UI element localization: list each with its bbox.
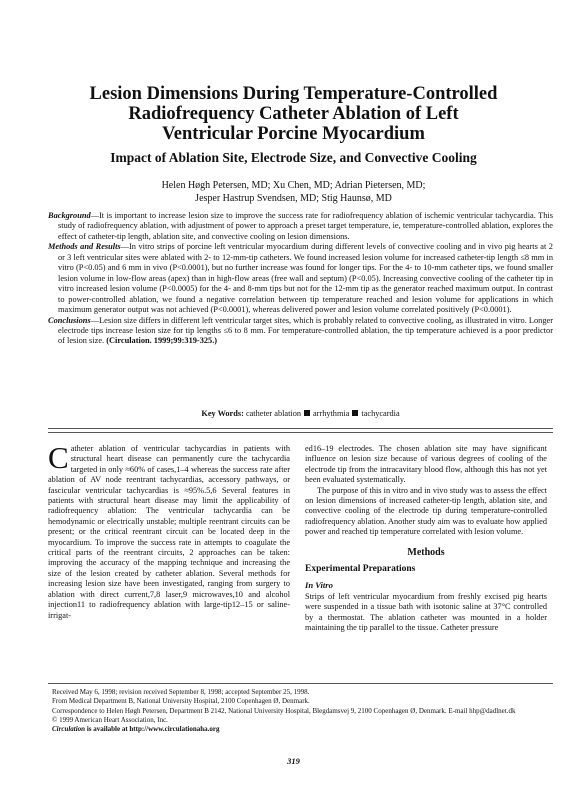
author-list (40, 180, 547, 205)
drop-cap: C (48, 440, 69, 475)
keyword: tachycardia (361, 409, 400, 418)
paragraph-text: atheter ablation of ventricular tachycardias in patients with structural heart disease can permanently cure the tachycardia targeted in only ≈60% of cases,1–4 whereas the success rate after ablation of AV node reentrant tachycardias, accessory pathways, or fascicular ventricular tachycardias is ≈95%.5,6 Several features in patients with structural heart disease may limit the applicability of radiofrequency ablation: The ventricular tachycardia can be hemodynamic or electrically unstable; multiple reentrant circuits can be present; or the critical reentrant circuit can be located deep in the myocardium. To improve the success rate in attempts to coagulate the critical parts of the reentrant circuits, 2 approaches can be taken: improving the accuracy of the mapping technique and increasing the size of the lesion created by catheter ablation. Several methods for increasing lesion size have been investigated, ranging from surgery to ablation with direct current,7,8 laser,9 microwaves,10 and alcohol injection11 to radiofrequency ablation with large-tip12–15 or saline-irrigat- (48, 444, 290, 620)
abstract (48, 211, 553, 347)
footnote-received: Received May 6, 1998; revision received September 8, 1998; accepted September 25, 1998. (52, 688, 310, 696)
square-bullet-icon (304, 410, 310, 416)
section-text: —In vitro strips of porcine left ventricular myocardium during different levels of convective cooling and in vivo pig hearts at 2 or 3 left ventricular sites were ablated with 2- to 12-mm-tip catheters. We found increased lesion volume for increased catheter-tip length ≤8 mm in vitro (P<0.05) and 6 mm in vivo (P<0.0001), but no further increase was found for longer tips. For the 4- to 10-mm catheter tips, we found smaller lesion volume in low-flow areas (apex) than in high-flow areas (free wall and septum) (P<0.05). Increasing convective cooling of the catheter tip in vitro increased lesion volume (P<0.0005) for the 4- and 8-mm tips but not for the 12-mm tip as the generator reached maximum output. In contrast to power-controlled ablation, we found a negative correlation between tip temperature reached and lesion volume for applications in which maximum generator output was not achieved (P<0.0001), whereas delivered power and lesion volume correlated positively (P<0.0001). (58, 242, 553, 315)
abstract-methods-results (48, 242, 553, 315)
article-title (40, 84, 547, 144)
paragraph: Strips of left ventricular myocardium from freshly excised pig hearts were suspended in a tissue bath with isotonic saline at 37°C controlled by a thermostat. The ablation catheter was mounted in a holder maintaining the tip parallel to the tissue. Catheter pressure (305, 591, 547, 633)
body-column-right (305, 444, 547, 634)
footnote-affiliation: From Medical Department B, National University Hospital, 2100 Copenhagen Ø, Denmark. (52, 697, 310, 706)
author-line: Jesper Hastrup Svendsen, MD; Stig Haunsø, MD (195, 192, 392, 204)
abstract-background (48, 211, 553, 242)
footnote-copyright: © 1999 American Heart Association, Inc. (52, 715, 168, 724)
section-label: Background (48, 211, 91, 220)
journal-name: Circulation (52, 725, 86, 734)
square-bullet-icon (352, 410, 358, 416)
divider (48, 428, 553, 429)
footnote-divider (48, 683, 553, 684)
footnote-journal (52, 725, 552, 734)
section-label: Methods and Results (48, 242, 121, 252)
journal-url-text: is available at http://www.circulationaha.org (85, 725, 220, 734)
abstract-conclusions (48, 316, 553, 347)
divider (48, 432, 553, 433)
title-line: Radiofrequency Catheter Ablation of Left (128, 104, 459, 124)
footnotes (52, 688, 552, 734)
keyword: arrhythmia (313, 409, 350, 418)
section-label: Conclusions (48, 315, 91, 325)
subsection-heading: Experimental Preparations (305, 564, 416, 575)
section-text: —It is important to increase lesion size to improve the success rate for radiofrequency ablation of ischemic ventricular tachycardia. This study of radiofrequency ablation, with adjustment of power to approach a preset target temperature, ie, temperature-controlled ablation, explores the effect of catheter-tip length, ablation site, and convective cooling on lesion dimensions. (58, 211, 553, 241)
title-line: Lesion Dimensions During Temperature-Controlled (89, 84, 498, 104)
title-line: Ventricular Porcine Myocardium (162, 124, 425, 144)
paragraph: ed16–19 electrodes. The chosen ablation site may have significant influence on lesion size because of various degrees of cooling of the electrode tip from the intracavitary blood flow, although this has not yet been evaluated systematically. (305, 444, 547, 485)
article-subtitle: Impact of Ablation Site, Electrode Size, and Convective Cooling (110, 150, 477, 165)
paragraph: The purpose of this in vitro and in vivo study was to assess the effect on lesion dimensions of increased catheter-tip length, ablation site, and convective cooling of the electrode tip during temperature-controlled radiofrequency ablation. Another study aim was to evaluate how applied power and reached tip temperature correlated with lesion volume. (305, 485, 547, 537)
keyword: catheter ablation (245, 409, 301, 418)
author-line: Helen Høgh Petersen, MD; Xu Chen, MD; Adrian Pietersen, MD; (161, 180, 426, 191)
keywords (48, 408, 553, 419)
page-number: 319 (287, 756, 300, 766)
keywords-label: Key Words: (201, 409, 244, 418)
subsubsection-heading: In Vitro (305, 580, 333, 591)
section-heading-methods: Methods (407, 546, 445, 558)
citation: (Circulation. 1999;99:319-325.) (106, 336, 218, 346)
body-column-left (48, 440, 290, 621)
section-text: —Lesion size differs in different left ventricular target sites, which is probably related to convective cooling, as illustrated in vitro. Longer electrode tips increase lesion size for tip lengths ≤6 to 8 mm. For temperature-controlled ablation, the tip temperature achieved is a poor predictor of lesion size. (58, 315, 553, 346)
footnote-correspondence: Correspondence to Helen Høgh Petersen, Department B 2142, National University Hospital, Blegdamsvej 9, 2100 Copenhagen Ø, Denmark. E-mail hhp@dadlnet.dk (52, 706, 516, 715)
intro-paragraph (48, 440, 290, 621)
